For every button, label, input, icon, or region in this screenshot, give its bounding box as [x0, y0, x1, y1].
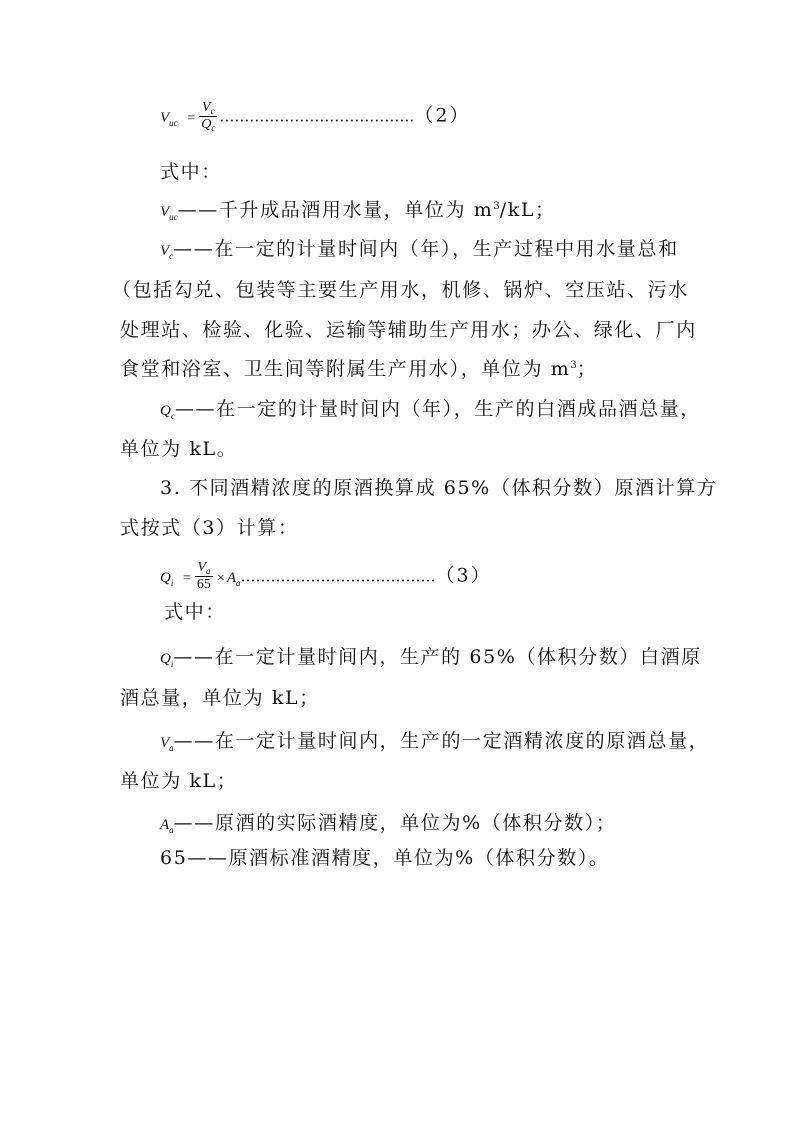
- fraction-numerator: $V_c$: [199, 100, 217, 117]
- leader-dots: …………………………………: [240, 567, 436, 586]
- definition-65: 65——原酒标准酒精度，单位为%（体积分数）。: [160, 847, 610, 869]
- formula-2-lhs: $V_{uc}$: [160, 109, 178, 128]
- formula-3: [160, 560, 492, 593]
- definition-vc-line2: （包括勾兑、包装等主要生产用水，机修、锅炉、空压站、污水: [112, 279, 689, 301]
- definition-qi-line1: $Q_i——$在一定计量时间内，生产的 65%（体积分数）白酒原: [160, 646, 702, 669]
- section-3-line2: 式按式（3）计算：: [120, 517, 299, 539]
- symbol-aa-def: $A_a$: [160, 817, 174, 835]
- times-sign: ×: [216, 570, 225, 586]
- definition-aa: $A_a——$原酒的实际酒精度，单位为%（体积分数）；: [160, 812, 617, 835]
- section-3-line1: 3. 不同酒精浓度的原酒换算成 65%（体积分数）原酒计算方: [160, 477, 718, 499]
- equation-number: （3）: [435, 564, 492, 587]
- fraction-numerator: $V_a$: [195, 560, 213, 577]
- definition-vc-line4: 食堂和浴室、卫生间等附属生产用水），单位为 $m^3$；: [120, 358, 598, 380]
- definition-qc-line2: 单位为 kL。: [120, 438, 238, 460]
- definition-qi-line2: 酒总量，单位为 kL；: [120, 687, 320, 709]
- definition-va-line2: 单位为 kL；: [120, 770, 238, 792]
- fraction-denominator: 65: [196, 577, 211, 592]
- definition-vuc: $V_{uc}——$千升成品酒用水量，单位为 $m^3/kL$；: [160, 199, 556, 222]
- definition-va-line1: $V_a——$在一定计量时间内，生产的一定酒精浓度的原酒总量，: [160, 730, 710, 753]
- formula-2-fraction: [199, 100, 217, 133]
- where-label: 式中：: [164, 601, 226, 623]
- symbol-aa: $A_a$: [226, 569, 241, 588]
- symbol-vuc: $V_{uc}$: [160, 204, 178, 222]
- equation-number: （2）: [414, 104, 471, 127]
- symbol-va: $V_a$: [160, 735, 174, 753]
- symbol-vc: $V_c$: [160, 243, 174, 261]
- equals-sign: =: [187, 110, 196, 126]
- definition-vc-line1: $V_c——$在一定的计量时间内（年），生产过程中用水量总和: [160, 238, 679, 261]
- definition-qc-line1: $Q_c——$在一定的计量时间内（年），生产的白酒成品酒总量，: [160, 398, 701, 421]
- definition-vc-line3: 处理站、检验、化验、运输等辅助生产用水；办公、绿化、厂内: [120, 319, 697, 341]
- symbol-qi: $Q_i$: [160, 651, 174, 669]
- where-label: 式中：: [160, 161, 222, 183]
- formula-3-fraction: [195, 560, 213, 593]
- leader-dots: …………………………………: [219, 107, 415, 126]
- formula-3-lhs: $Q_i$: [160, 569, 174, 588]
- symbol-qc: $Q_c$: [160, 403, 175, 421]
- formula-2: [160, 100, 470, 133]
- fraction-denominator: $Q_c$: [201, 117, 216, 133]
- equals-sign: =: [183, 570, 191, 586]
